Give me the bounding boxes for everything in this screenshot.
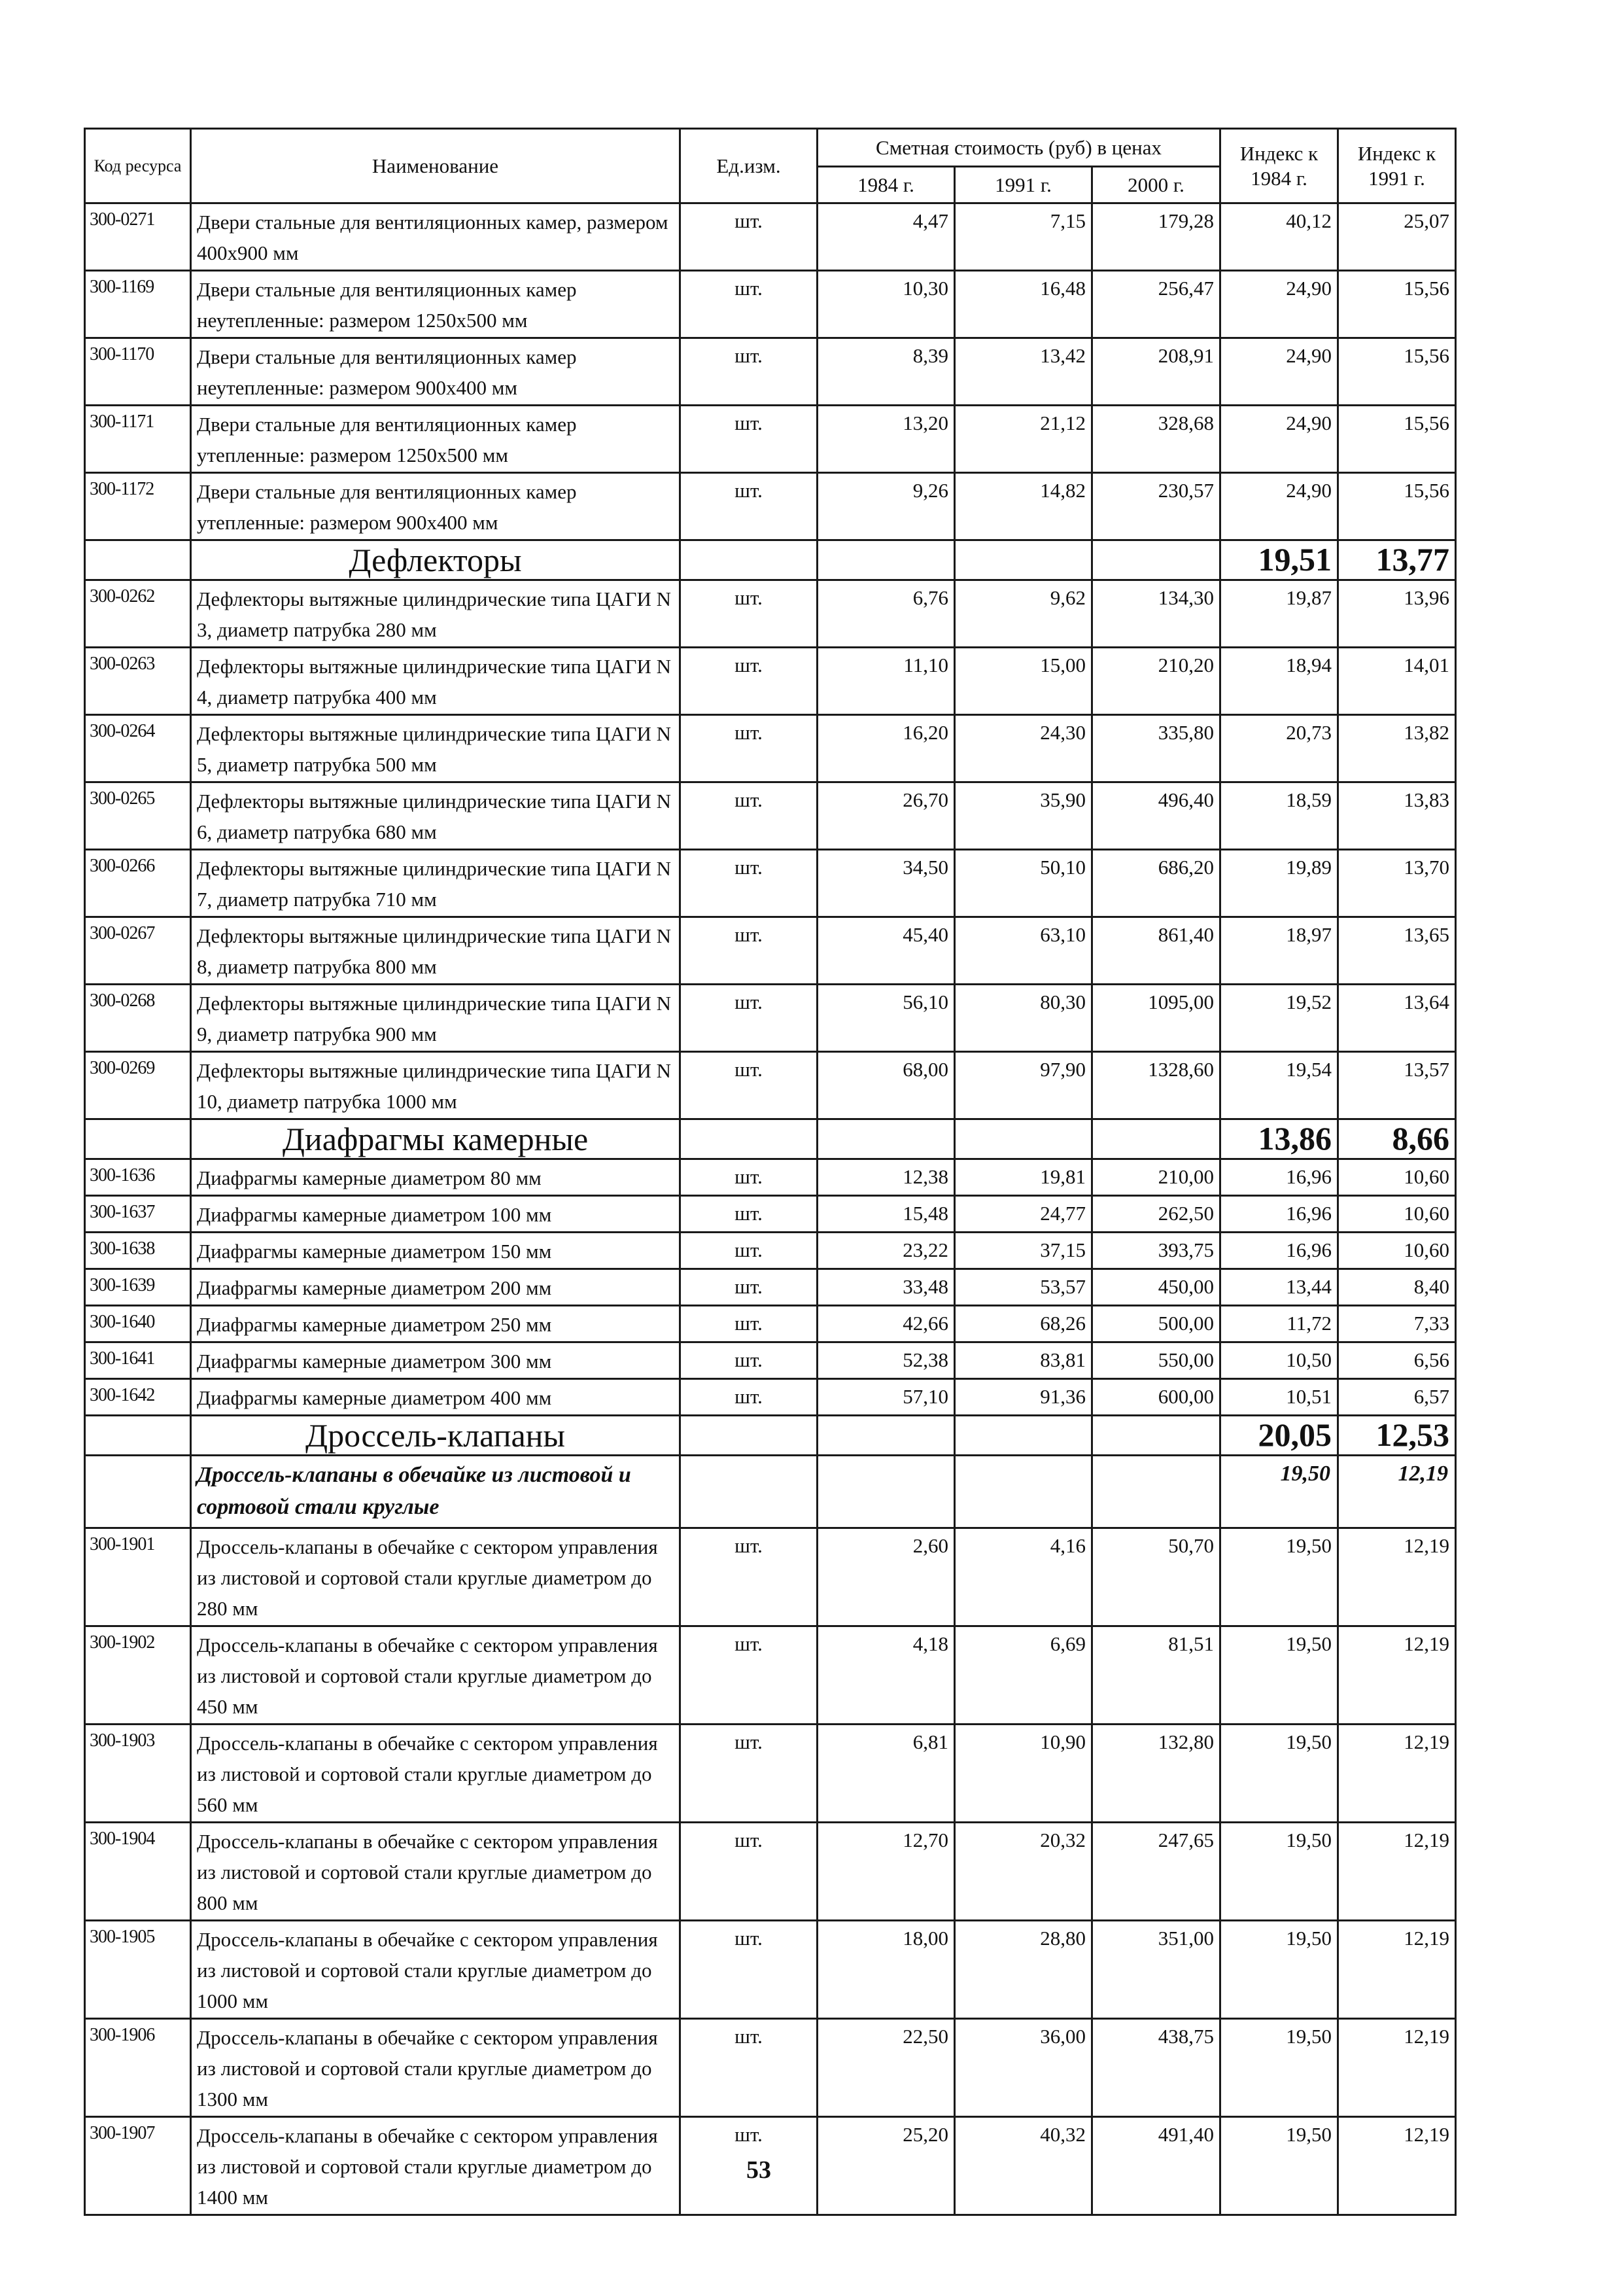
resource-code: 300-1906 (85, 2019, 191, 2117)
index-1991: 10,60 (1338, 1196, 1456, 1233)
resource-code: 300-0269 (85, 1052, 191, 1119)
header-index-1984: Индекс к 1984 г. (1220, 129, 1338, 203)
price-1991: 20,32 (955, 1823, 1092, 1921)
table-row (85, 271, 1456, 338)
price-1984: 4,47 (818, 203, 955, 271)
unit-of-measure: шт. (680, 1921, 818, 2019)
header-year-2000: 2000 г. (1092, 167, 1220, 203)
price-2000: 500,00 (1092, 1306, 1220, 1342)
price-1984: 52,38 (818, 1342, 955, 1379)
price-1991: 6,69 (955, 1626, 1092, 1725)
unit-of-measure: шт. (680, 1626, 818, 1725)
price-1984: 6,81 (818, 1725, 955, 1823)
resource-name: Дефлекторы вытяжные цилиндрические типа ЦАГИ N 9, диаметр патрубка 900 мм (191, 985, 680, 1052)
price-2000: 328,68 (1092, 406, 1220, 473)
resource-name: Двери стальные для вентиляционных камер утепленные: размером 1250х500 мм (191, 406, 680, 473)
price-1984: 57,10 (818, 1379, 955, 1416)
empty-cell (955, 1119, 1092, 1159)
resource-code: 300-1642 (85, 1379, 191, 1416)
resource-code: 300-1640 (85, 1306, 191, 1342)
index-1991: 8,40 (1338, 1269, 1456, 1306)
resource-name: Дефлекторы вытяжные цилиндрические типа ЦАГИ N 4, диаметр патрубка 400 мм (191, 648, 680, 715)
table-row (85, 1306, 1456, 1342)
resource-code: 300-0265 (85, 782, 191, 850)
category-index-1991: 13,77 (1338, 540, 1456, 580)
price-1991: 14,82 (955, 473, 1092, 540)
price-1991: 19,81 (955, 1159, 1092, 1196)
index-1991: 12,19 (1338, 1921, 1456, 2019)
price-1984: 12,70 (818, 1823, 955, 1921)
empty-cell (85, 1456, 191, 1528)
header-index-1991: Индекс к 1991 г. (1338, 129, 1456, 203)
resource-name: Двери стальные для вентиляционных камер неутепленные: размером 1250х500 мм (191, 271, 680, 338)
price-2000: 262,50 (1092, 1196, 1220, 1233)
table-row (85, 580, 1456, 648)
index-1984: 19,52 (1220, 985, 1338, 1052)
index-1984: 24,90 (1220, 338, 1338, 406)
index-1991: 13,64 (1338, 985, 1456, 1052)
resource-code: 300-0263 (85, 648, 191, 715)
price-1991: 21,12 (955, 406, 1092, 473)
resource-code: 300-1170 (85, 338, 191, 406)
table-row (85, 1159, 1456, 1196)
index-1991: 12,19 (1338, 1528, 1456, 1626)
unit-of-measure: шт. (680, 338, 818, 406)
index-1991: 15,56 (1338, 271, 1456, 338)
index-1984: 19,87 (1220, 580, 1338, 648)
index-1991: 15,56 (1338, 338, 1456, 406)
price-2000: 256,47 (1092, 271, 1220, 338)
index-1984: 18,97 (1220, 917, 1338, 985)
index-1984: 19,50 (1220, 1823, 1338, 1921)
resource-name: Дроссель-клапаны в обечайке с сектором управления из листовой и сортовой стали круглые диаметром до 560 мм (191, 1725, 680, 1823)
category-index-1984: 20,05 (1220, 1416, 1338, 1456)
price-1984: 13,20 (818, 406, 955, 473)
unit-of-measure: шт. (680, 1823, 818, 1921)
unit-of-measure: шт. (680, 1052, 818, 1119)
price-1991: 24,77 (955, 1196, 1092, 1233)
table-row (85, 1379, 1456, 1416)
resource-code: 300-1905 (85, 1921, 191, 2019)
index-1991: 25,07 (1338, 203, 1456, 271)
unit-of-measure: шт. (680, 1306, 818, 1342)
price-2000: 600,00 (1092, 1379, 1220, 1416)
index-1984: 19,50 (1220, 2019, 1338, 2117)
price-1991: 68,26 (955, 1306, 1092, 1342)
price-1984: 18,00 (818, 1921, 955, 2019)
table-row (85, 1052, 1456, 1119)
resource-name: Дроссель-клапаны в обечайке с сектором управления из листовой и сортовой стали круглые диаметром до 1300 мм (191, 2019, 680, 2117)
index-1984: 20,73 (1220, 715, 1338, 782)
resource-name: Дроссель-клапаны в обечайке с сектором управления из листовой и сортовой стали круглые диаметром до 1400 мм (191, 2117, 680, 2215)
resource-name: Двери стальные для вентиляционных камер неутепленные: размером 900х400 мм (191, 338, 680, 406)
unit-of-measure: шт. (680, 203, 818, 271)
unit-of-measure: шт. (680, 1528, 818, 1626)
table-row (85, 203, 1456, 271)
unit-of-measure: шт. (680, 580, 818, 648)
price-1984: 45,40 (818, 917, 955, 985)
resource-code: 300-1904 (85, 1823, 191, 1921)
price-1984: 26,70 (818, 782, 955, 850)
price-table-sheet (84, 128, 1457, 2216)
price-1991: 15,00 (955, 648, 1092, 715)
price-1984: 4,18 (818, 1626, 955, 1725)
index-1984: 24,90 (1220, 271, 1338, 338)
price-2000: 393,75 (1092, 1233, 1220, 1269)
empty-cell (818, 540, 955, 580)
price-2000: 208,91 (1092, 338, 1220, 406)
resource-name: Диафрагмы камерные диаметром 200 мм (191, 1269, 680, 1306)
price-1991: 16,48 (955, 271, 1092, 338)
empty-cell (85, 1416, 191, 1456)
table-row (85, 715, 1456, 782)
header-unit: Ед.изм. (680, 129, 818, 203)
resource-code: 300-1636 (85, 1159, 191, 1196)
table-row (85, 648, 1456, 715)
unit-of-measure: шт. (680, 782, 818, 850)
table-row (85, 2019, 1456, 2117)
table-row (85, 406, 1456, 473)
index-1991: 13,96 (1338, 580, 1456, 648)
empty-cell (1092, 540, 1220, 580)
price-2000: 438,75 (1092, 2019, 1220, 2117)
empty-cell (955, 1456, 1092, 1528)
resource-name: Дефлекторы вытяжные цилиндрические типа ЦАГИ N 5, диаметр патрубка 500 мм (191, 715, 680, 782)
price-1984: 16,20 (818, 715, 955, 782)
index-1991: 15,56 (1338, 406, 1456, 473)
price-2000: 134,30 (1092, 580, 1220, 648)
resource-code: 300-0267 (85, 917, 191, 985)
resource-name: Дефлекторы вытяжные цилиндрические типа ЦАГИ N 6, диаметр патрубка 680 мм (191, 782, 680, 850)
price-2000: 686,20 (1092, 850, 1220, 917)
category-index-1991: 8,66 (1338, 1119, 1456, 1159)
resource-price-table (84, 128, 1457, 2216)
empty-cell (1092, 1456, 1220, 1528)
price-1991: 40,32 (955, 2117, 1092, 2215)
empty-cell (1092, 1119, 1220, 1159)
subcategory-index-1991: 12,19 (1338, 1456, 1456, 1528)
index-1991: 10,60 (1338, 1159, 1456, 1196)
table-row (85, 1528, 1456, 1626)
index-1991: 6,56 (1338, 1342, 1456, 1379)
price-1991: 24,30 (955, 715, 1092, 782)
price-1984: 23,22 (818, 1233, 955, 1269)
table-row (85, 985, 1456, 1052)
empty-cell (680, 1119, 818, 1159)
resource-name: Диафрагмы камерные диаметром 300 мм (191, 1342, 680, 1379)
subcategory-title: Дроссель-клапаны в обечайке из листовой и сортовой стали круглые (191, 1456, 680, 1528)
table-row (85, 1233, 1456, 1269)
table-body (85, 203, 1456, 2215)
index-1984: 16,96 (1220, 1233, 1338, 1269)
empty-cell (1092, 1416, 1220, 1456)
table-row (85, 1823, 1456, 1921)
index-1984: 19,54 (1220, 1052, 1338, 1119)
index-1991: 12,19 (1338, 1823, 1456, 1921)
unit-of-measure: шт. (680, 917, 818, 985)
price-2000: 132,80 (1092, 1725, 1220, 1823)
price-1991: 7,15 (955, 203, 1092, 271)
empty-cell (85, 540, 191, 580)
price-1984: 12,38 (818, 1159, 955, 1196)
price-1984: 10,30 (818, 271, 955, 338)
index-1984: 19,50 (1220, 1921, 1338, 2019)
index-1991: 12,19 (1338, 1725, 1456, 1823)
table-row (85, 1626, 1456, 1725)
price-2000: 861,40 (1092, 917, 1220, 985)
index-1991: 13,70 (1338, 850, 1456, 917)
header-cost-group: Сметная стоимость (руб) в ценах (818, 129, 1220, 167)
unit-of-measure: шт. (680, 715, 818, 782)
price-2000: 247,65 (1092, 1823, 1220, 1921)
table-row (85, 917, 1456, 985)
resource-name: Двери стальные для вентиляционных камер, размером 400х900 мм (191, 203, 680, 271)
category-row (85, 1119, 1456, 1159)
empty-cell (680, 1456, 818, 1528)
price-1991: 91,36 (955, 1379, 1092, 1416)
index-1984: 10,50 (1220, 1342, 1338, 1379)
unit-of-measure: шт. (680, 1379, 818, 1416)
index-1984: 18,94 (1220, 648, 1338, 715)
header-year-1984: 1984 г. (818, 167, 955, 203)
price-2000: 210,00 (1092, 1159, 1220, 1196)
index-1984: 19,89 (1220, 850, 1338, 917)
table-row (85, 1196, 1456, 1233)
index-1984: 19,50 (1220, 1528, 1338, 1626)
index-1991: 13,83 (1338, 782, 1456, 850)
resource-code: 300-0262 (85, 580, 191, 648)
unit-of-measure: шт. (680, 1725, 818, 1823)
price-2000: 210,20 (1092, 648, 1220, 715)
resource-code: 300-1641 (85, 1342, 191, 1379)
resource-name: Дефлекторы вытяжные цилиндрические типа ЦАГИ N 10, диаметр патрубка 1000 мм (191, 1052, 680, 1119)
price-1984: 9,26 (818, 473, 955, 540)
category-title: Диафрагмы камерные (191, 1119, 680, 1159)
price-1991: 97,90 (955, 1052, 1092, 1119)
category-row (85, 540, 1456, 580)
resource-name: Дефлекторы вытяжные цилиндрические типа ЦАГИ N 8, диаметр патрубка 800 мм (191, 917, 680, 985)
empty-cell (85, 1119, 191, 1159)
unit-of-measure: шт. (680, 850, 818, 917)
resource-name: Диафрагмы камерные диаметром 100 мм (191, 1196, 680, 1233)
unit-of-measure: шт. (680, 1196, 818, 1233)
unit-of-measure: шт. (680, 406, 818, 473)
resource-name: Диафрагмы камерные диаметром 80 мм (191, 1159, 680, 1196)
unit-of-measure: шт. (680, 648, 818, 715)
index-1991: 15,56 (1338, 473, 1456, 540)
price-1991: 13,42 (955, 338, 1092, 406)
price-2000: 1095,00 (1092, 985, 1220, 1052)
resource-code: 300-1903 (85, 1725, 191, 1823)
unit-of-measure: шт. (680, 1233, 818, 1269)
subcategory-row (85, 1456, 1456, 1528)
unit-of-measure: шт. (680, 2019, 818, 2117)
index-1984: 10,51 (1220, 1379, 1338, 1416)
unit-of-measure: шт. (680, 985, 818, 1052)
price-2000: 230,57 (1092, 473, 1220, 540)
unit-of-measure: шт. (680, 1269, 818, 1306)
price-1984: 42,66 (818, 1306, 955, 1342)
resource-name: Дроссель-клапаны в обечайке с сектором управления из листовой и сортовой стали круглые диаметром до 280 мм (191, 1528, 680, 1626)
resource-code: 300-1169 (85, 271, 191, 338)
resource-name: Диафрагмы камерные диаметром 250 мм (191, 1306, 680, 1342)
table-row (85, 473, 1456, 540)
resource-code: 300-1171 (85, 406, 191, 473)
price-1984: 68,00 (818, 1052, 955, 1119)
category-title: Дроссель-клапаны (191, 1416, 680, 1456)
index-1991: 13,65 (1338, 917, 1456, 985)
empty-cell (818, 1416, 955, 1456)
empty-cell (680, 540, 818, 580)
price-1991: 10,90 (955, 1725, 1092, 1823)
price-1984: 15,48 (818, 1196, 955, 1233)
category-title: Дефлекторы (191, 540, 680, 580)
price-1991: 80,30 (955, 985, 1092, 1052)
unit-of-measure: шт. (680, 473, 818, 540)
page-number: 53 (746, 2156, 771, 2184)
resource-name: Дефлекторы вытяжные цилиндрические типа ЦАГИ N 3, диаметр патрубка 280 мм (191, 580, 680, 648)
resource-code: 300-1902 (85, 1626, 191, 1725)
index-1984: 18,59 (1220, 782, 1338, 850)
price-2000: 50,70 (1092, 1528, 1220, 1626)
index-1984: 19,50 (1220, 1725, 1338, 1823)
unit-of-measure: шт. (680, 271, 818, 338)
price-2000: 351,00 (1092, 1921, 1220, 2019)
table-row (85, 1921, 1456, 2019)
price-1991: 36,00 (955, 2019, 1092, 2117)
unit-of-measure: шт. (680, 1342, 818, 1379)
index-1991: 6,57 (1338, 1379, 1456, 1416)
price-1991: 53,57 (955, 1269, 1092, 1306)
resource-code: 300-1638 (85, 1233, 191, 1269)
category-index-1991: 12,53 (1338, 1416, 1456, 1456)
price-1991: 83,81 (955, 1342, 1092, 1379)
index-1984: 11,72 (1220, 1306, 1338, 1342)
index-1984: 16,96 (1220, 1159, 1338, 1196)
empty-cell (818, 1456, 955, 1528)
price-1991: 28,80 (955, 1921, 1092, 2019)
resource-code: 300-1172 (85, 473, 191, 540)
index-1991: 7,33 (1338, 1306, 1456, 1342)
table-row (85, 782, 1456, 850)
price-2000: 450,00 (1092, 1269, 1220, 1306)
price-1991: 35,90 (955, 782, 1092, 850)
resource-code: 300-0266 (85, 850, 191, 917)
category-index-1984: 19,51 (1220, 540, 1338, 580)
price-1991: 4,16 (955, 1528, 1092, 1626)
resource-code: 300-1637 (85, 1196, 191, 1233)
price-1984: 25,20 (818, 2117, 955, 2215)
index-1991: 12,19 (1338, 2019, 1456, 2117)
price-1984: 11,10 (818, 648, 955, 715)
index-1984: 13,44 (1220, 1269, 1338, 1306)
index-1984: 16,96 (1220, 1196, 1338, 1233)
unit-of-measure: шт. (680, 2117, 818, 2215)
header-name: Наименование (191, 129, 680, 203)
category-index-1984: 13,86 (1220, 1119, 1338, 1159)
header-code: Код ресурса (85, 129, 191, 203)
index-1984: 19,50 (1220, 1626, 1338, 1725)
price-1991: 9,62 (955, 580, 1092, 648)
resource-name: Дроссель-клапаны в обечайке с сектором управления из листовой и сортовой стали круглые диаметром до 450 мм (191, 1626, 680, 1725)
price-1984: 34,50 (818, 850, 955, 917)
index-1984: 24,90 (1220, 473, 1338, 540)
empty-cell (680, 1416, 818, 1456)
subcategory-index-1984: 19,50 (1220, 1456, 1338, 1528)
resource-name: Диафрагмы камерные диаметром 400 мм (191, 1379, 680, 1416)
empty-cell (955, 1416, 1092, 1456)
table-row (85, 1725, 1456, 1823)
resource-code: 300-0268 (85, 985, 191, 1052)
price-1984: 22,50 (818, 2019, 955, 2117)
index-1991: 12,19 (1338, 1626, 1456, 1725)
resource-code: 300-0271 (85, 203, 191, 271)
index-1991: 10,60 (1338, 1233, 1456, 1269)
price-2000: 491,40 (1092, 2117, 1220, 2215)
resource-code: 300-1639 (85, 1269, 191, 1306)
index-1984: 24,90 (1220, 406, 1338, 473)
table-row (85, 1269, 1456, 1306)
price-1991: 63,10 (955, 917, 1092, 985)
header-year-1991: 1991 г. (955, 167, 1092, 203)
price-1991: 50,10 (955, 850, 1092, 917)
index-1991: 13,82 (1338, 715, 1456, 782)
table-row (85, 338, 1456, 406)
index-1991: 13,57 (1338, 1052, 1456, 1119)
table-row (85, 850, 1456, 917)
index-1991: 12,19 (1338, 2117, 1456, 2215)
price-2000: 496,40 (1092, 782, 1220, 850)
price-1984: 8,39 (818, 338, 955, 406)
price-1991: 37,15 (955, 1233, 1092, 1269)
resource-name: Дефлекторы вытяжные цилиндрические типа ЦАГИ N 7, диаметр патрубка 710 мм (191, 850, 680, 917)
price-1984: 2,60 (818, 1528, 955, 1626)
price-2000: 335,80 (1092, 715, 1220, 782)
resource-name: Диафрагмы камерные диаметром 150 мм (191, 1233, 680, 1269)
resource-name: Дроссель-клапаны в обечайке с сектором управления из листовой и сортовой стали круглые диаметром до 800 мм (191, 1823, 680, 1921)
empty-cell (818, 1119, 955, 1159)
resource-code: 300-0264 (85, 715, 191, 782)
resource-code: 300-1901 (85, 1528, 191, 1626)
resource-code: 300-1907 (85, 2117, 191, 2215)
unit-of-measure: шт. (680, 1159, 818, 1196)
price-1984: 6,76 (818, 580, 955, 648)
price-2000: 1328,60 (1092, 1052, 1220, 1119)
price-1984: 33,48 (818, 1269, 955, 1306)
index-1984: 19,50 (1220, 2117, 1338, 2215)
price-2000: 550,00 (1092, 1342, 1220, 1379)
index-1984: 40,12 (1220, 203, 1338, 271)
category-row (85, 1416, 1456, 1456)
table-row (85, 1342, 1456, 1379)
price-1984: 56,10 (818, 985, 955, 1052)
resource-name: Двери стальные для вентиляционных камер утепленные: размером 900х400 мм (191, 473, 680, 540)
price-2000: 179,28 (1092, 203, 1220, 271)
price-2000: 81,51 (1092, 1626, 1220, 1725)
empty-cell (955, 540, 1092, 580)
resource-name: Дроссель-клапаны в обечайке с сектором управления из листовой и сортовой стали круглые диаметром до 1000 мм (191, 1921, 680, 2019)
index-1991: 14,01 (1338, 648, 1456, 715)
